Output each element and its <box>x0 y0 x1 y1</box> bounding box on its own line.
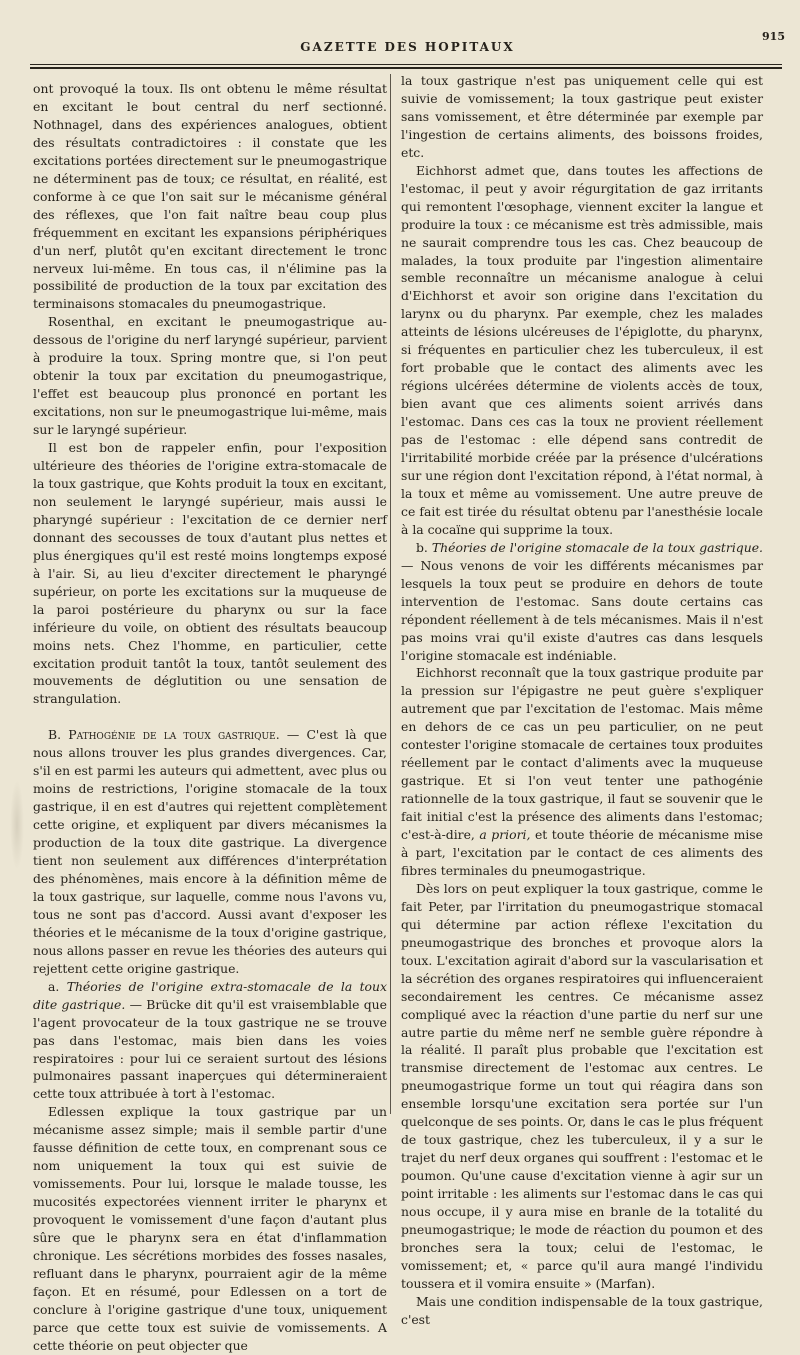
paragraph: Rosenthal, en excitant le pneumogastrique au-dessous de l'origine du nerf laryngé supérieur, parvient à produire la toux. Spring montre que, si l'on peut obtenir la toux par excitation du pneumogastrique, l'effet est beaucoup plus prononcé en portant les excitations, non sur le pneumogastrique lui-même, mais sur le laryngé supérieur. <box>33 314 387 438</box>
paragraph: la toux gastrique n'est pas uniquement celle qui est suivie de vomissement; la toux gastrique peut exister sans vomissement, et être déterminée par exemple par l'ingestion de certains aliments, des boissons froides, etc. <box>401 73 763 160</box>
paragraph-text: et toute théorie de mécanisme mise à part, l'excitation par le contact de ces aliments des fibres terminales du pneumogastrique. <box>401 827 763 878</box>
section-text: — C'est là que nous allons trouver les plus grandes divergences. Car, s'il en est parmi les auteurs qui admettent, avec plus ou moins de restrictions, l'origine stomacale de la toux gastrique, il en est d'autres qui rejettent complètement cette origine, et expliquent par divers mécanismes la production de la toux dite gastrique. La divergence tient non seulement aux différences d'interprétation des phénomènes, mais encore à la définition même de la toux gastrique, sur laquelle, comme nous l'avons vu, tous ne sont pas d'accord. Aussi avant d'exposer les théories et le mécanisme de la toux d'origine gastrique, nous allons passer en revue les théories des auteurs qui rejettent cette origine gastrique. <box>33 727 387 976</box>
paragraph: Dès lors on peut expliquer la toux gastrique, comme le fait Peter, par l'irritation du pneumogastrique stomacal qui détermine par action réflexe l'excitation du pneumogastrique des bronches et provoque alors la toux. L'excitation agirait d'abord sur la vascularisation et la sécrétion des organes respiratoires qui influenceraient secondairement les centres. Ce mécanisme assez compliqué avec la réaction d'une partie du nerf sur une autre partie du même nerf ne semble guère répondre à la réalité. Il paraît plus probable que l'excitation est transmise directement de l'estomac aux centres. Le pneumogastrique forme un tout qui réagira dans son ensemble lorsqu'une excitation sera portée sur l'un quelconque de ses points. Or, dans le cas le plus fréquent de toux gastrique, chez les tuberculeux, il y a sur le trajet du nerf deux organes qui souffrent : l'estomac et le poumon. Qu'une cause d'excitation vienne à agir sur un point irritable : les aliments sur l'estomac dans le cas qui nous occupe, il y aura mise en branle de la totalité du pneumogastrique; le mode de réaction du poumon et des bronches sera la toux; celui de l'estomac, le vomissement; et, « parce qu'il aura mangé l'individu toussera et il vomira ensuite » (Marfan). <box>401 880 764 1291</box>
section-heading: B. Pathogénie de la toux gastrique. <box>48 727 280 743</box>
paragraph: Mais une condition indispensable de la toux gastrique, c'est <box>401 1293 763 1327</box>
page-header <box>30 30 785 66</box>
running-title: GAZETTE DES HOPITAUX <box>300 40 515 54</box>
section-b-paragraph <box>33 726 387 977</box>
subsection-text: — Brücke dit qu'il est vraisemblable que l'agent provocateur de la toux gastrique ne se trouve pas dans l'estomac, mais bien dans les voies respiratoires : pour lui ce seraient surtout des lésions pulmonaires passant inaperçues qui détermineraient cette toux attribuée à tort à l'estomac. <box>33 996 387 1102</box>
paragraph: Il est bon de rappeler enfin, pour l'exposition ultérieure des théories de l'origine extra-stomacale de la toux gastrique, que Kohts produit la toux en excitant, non seulement le laryngé supérieur, mais aussi le pharyngé supérieur : l'excitation de ce dernier nerf donnant des secousses de toux d'autant plus nettes et plus énergiques qu'il est resté moins longtemps exposé à l'air. Si, au lieu d'exciter directement le pharyngé supérieur, on porte les excitations sur la muqueuse de la paroi postérieure du pharynx ou sur la face inférieure du voile, on obtient des résultats beaucoup moins nets. Chez l'homme, en particulier, cette excitation produit tantôt la toux, tantôt seulement des mouvements de déglutition ou une sensation de strangulation. <box>33 440 387 707</box>
subsection-text: — Nous venons de voir les différents mécanismes par lesquels la toux peut se produire en dehors de toute intervention de l'estomac. Sans doute certains cas répondent réellement à de tels mécanismes. Mais il n'est pas moins vrai qu'il existe d'autres cas dans lesquels l'origine stomacale est indéniable. <box>401 557 763 663</box>
subsection-label: b. <box>416 539 428 555</box>
italic-phrase: a priori, <box>479 827 531 843</box>
subsection-a-paragraph <box>33 978 387 1104</box>
left-column <box>33 80 387 1355</box>
subsection-title: Théories de l'origine extra-stomacale de la toux dite gastrique. <box>33 978 387 1012</box>
header-rule-thin <box>30 64 782 65</box>
paragraph: Edlessen explique la toux gastrique par un mécanisme assez simple; mais il semble partir d'une fausse définition de cette toux, en comprenant sous ce nom uniquement la toux qui est suivie de vomissements. Pour lui, lorsque le malade tousse, les mucosités expectorées viennent irriter le pharynx et provoquent le vomissement d'une façon d'autant plus sûre que le pharynx sera en état d'inflammation chronique. Les sécrétions morbides des fosses nasales, refluant dans le pharynx, pourraient agir de la même façon. Et en résumé, pour Edlessen on a tort de conclure à l'origine gastrique d'une toux, uniquement parce que cette toux est suivie de vomissements. A cette théorie on peut objecter que <box>33 1104 387 1353</box>
page-number: 915 <box>762 30 785 43</box>
right-column <box>401 72 763 1329</box>
paragraph-text: Eichhorst reconnaît que la toux gastrique produite par la pression sur l'épigastre ne peut guère s'expliquer autrement que par l'excitation de l'estomac. Mais même en dehors de ce cas un peu particulier, on ne peut contester l'origine stomacale de certaines toux produites réellement par le contact d'aliments avec la muqueuse gastrique. Et si l'on veut tenter une pathogénie rationnelle de la toux gastrique, il faut se souvenir que le fait initial c'est la présence des aliments dans l'estomac; c'est-à-dire, <box>401 665 763 843</box>
subsection-label: a. <box>48 978 60 994</box>
column-divider <box>390 74 391 1114</box>
paragraph: Eichhorst admet que, dans toutes les affections de l'estomac, il peut y avoir régurgitation de gaz irritants qui remontent l'œsophage, viennent exciter la langue et produire la toux : ce mécanisme est très admissible, mais ne saurait comprendre tous les cas. Chez beaucoup de malades, la toux produite par l'ingestion alimentaire semble reconnaître un mécanisme analogue à celui d'Eichhorst et avoir son origine dans l'excitation du larynx ou du pharynx. Par exemple, chez les malades atteints de lésions ulcéreuses de l'épiglotte, du pharynx, si fréquentes en particulier chez les tuberculeux, il est fort probable que le contact des aliments avec les régions ulcérées détermine de violents accès de toux, bien avant que ces aliments soient arrivés dans l'estomac. Dans ces cas la toux ne provient réellement pas de l'estomac : elle dépend sans contredit de l'irritabilité morbide créée par la présence d'ulcérations sur une région dont l'excitation répond, à l'état normal, à la toux et même au vomissement. Une autre preuve de ce fait est tirée du résultat obtenu par l'anesthésie locale à la cocaïne qui supprime la toux. <box>401 162 763 537</box>
subsection-b-paragraph <box>401 539 763 665</box>
header-rule-thick <box>30 67 782 69</box>
paper-stain <box>10 780 24 870</box>
paragraph <box>401 664 763 879</box>
subsection-title: Théories de l'origine stomacale de la toux gastrique. <box>431 539 763 555</box>
paragraph: ont provoqué la toux. Ils ont obtenu le même résultat en excitant le bout central du nerf sectionné. Nothnagel, dans des expériences analogues, obtient des résultats contradictoires : il constate que les excitations portées directement sur le pneumogastrique ne déterminent pas de toux; ce résultat, en réalité, est conforme à ce que l'on sait sur le mécanisme général des réflexes, que l'on fait naître beau coup plus fréquemment en excitant les expansions périphériques d'un nerf, plutôt qu'en excitant directement le tronc nerveux lui-même. En tous cas, il n'élimine pas la possibilité de production de la toux par excitation des terminaisons stomacales du pneumogastrique. <box>33 81 387 312</box>
